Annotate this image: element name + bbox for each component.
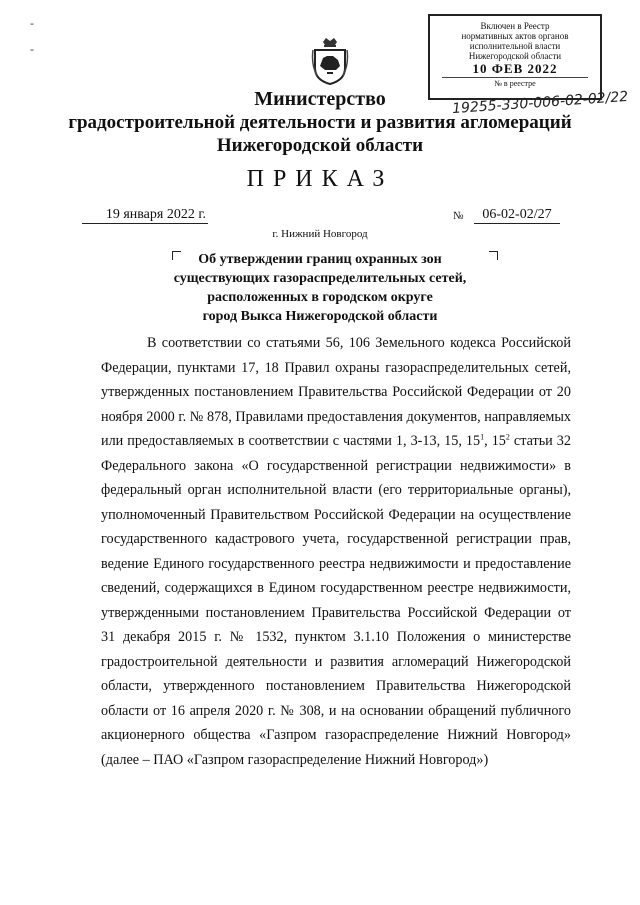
coat-of-arms-icon bbox=[311, 36, 349, 86]
subject-line: город Выкса Нижегородской области bbox=[202, 309, 438, 324]
document-type: ПРИКАЗ bbox=[246, 166, 394, 192]
stamp-regnum-label: № в реестре bbox=[494, 79, 536, 88]
superscript: 1 bbox=[480, 432, 485, 442]
scan-mark: - bbox=[30, 42, 34, 56]
scan-mark: - bbox=[30, 16, 34, 30]
stamp-divider bbox=[442, 77, 588, 78]
ministry-title-line3: Нижегородской области bbox=[216, 135, 424, 156]
number-label: № bbox=[453, 210, 464, 222]
superscript: 2 bbox=[505, 432, 510, 442]
document-city: г. Нижний Новгород bbox=[272, 228, 368, 240]
body-text: статьи 32 Федерального закона «О государственной регистрации недвижимости» в федеральный орган исполнительной власти (его территориальные органы), уполномоченный Правительством Российской Федерации на осуществление государственного кадастрового учета, государственной регистрации прав, ведение Единого государственного реестра недвижимости и предоставление сведений, содержащихся в Едином государственном реестре недвижимости, утвержденными постановлением Правительства Российской Федерации от 31 декабря 2015 г. № 1532, пунктом 3.1.10 Положения о министерстве градостроительной деятельности и развития агломераций Нижегородской области, утвержденного постановлением Правительства Нижегородской области от 16 апреля 2020 г. № 308, и на основании обращений публичного акционерного общества «Газпром газораспределение Нижний Новгород» (далее – ПАО «Газпром газораспределение Нижний Новгород») bbox=[101, 433, 571, 768]
body-text: В соответствии со статьями 56, 106 Земельного кодекса Российской Федерации, пунктами 17, 18 Правил охраны газораспределительных сетей, утвержденных постановлением Правительства Российской Федерации от 20 ноября 2000 г. № 878, Правилами предоставления документов, направляемых или предоставляемых в соответствии с частями 1, 3-13, 15, 15 bbox=[101, 335, 571, 449]
body-text: , 15 bbox=[484, 433, 506, 449]
document-number: 06-02-02/27 bbox=[474, 207, 560, 224]
subject-line: существующих газораспределительных сетей, bbox=[173, 271, 467, 286]
stamp-date: 10 ФЕВ 2022 bbox=[472, 61, 558, 76]
document-subject bbox=[0, 250, 640, 326]
ministry-title: Министерство bbox=[254, 88, 386, 110]
stamp-line: Включен в Реестр bbox=[480, 21, 550, 31]
stamp-line: нормативных актов органов bbox=[461, 31, 569, 41]
handwritten-registry-number: 19255-330-006-02-02/22 bbox=[451, 88, 629, 118]
ministry-title-line2: градостроительной деятельности и развития агломераций bbox=[68, 112, 572, 133]
subject-line: расположенных в городском округе bbox=[207, 290, 433, 305]
subject-line: Об утверждении границ охранных зон bbox=[198, 252, 442, 267]
stamp-line: исполнительной власти bbox=[469, 41, 561, 51]
document-date: 19 января 2022 г. bbox=[82, 207, 208, 224]
body-paragraph bbox=[101, 331, 571, 772]
stamp-line: Нижегородской области bbox=[468, 51, 562, 61]
